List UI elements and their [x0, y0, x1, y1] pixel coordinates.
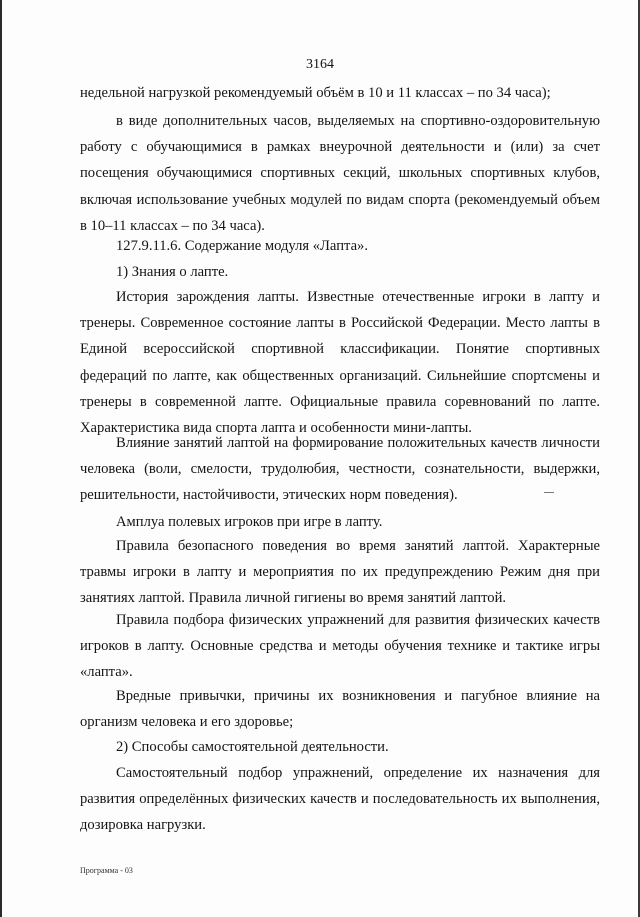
- scan-mark: [544, 492, 554, 493]
- section-heading: 127.9.11.6. Содержание модуля «Лапта».: [116, 238, 368, 254]
- scan-edge-left: [0, 0, 2, 917]
- footer-label: Программа - 03: [80, 866, 133, 875]
- paragraph-6: Правила безопасного поведения во время занятий лаптой. Характерные травмы игроки в лапту и мероприятия по их предупреждению Режим дня при занятиях лаптой. Правила личной гигиены во время занятий лаптой.: [80, 538, 600, 607]
- subsection-heading-2: 2) Способы самостоятельной деятельности.: [116, 739, 389, 755]
- paragraph-4: Влияние занятий лаптой на формирование положительных качеств личности человека (воли, смелости, трудолюбия, честности, сознательности, выдержки, решительности, настойчивости, этических норм поведения).: [80, 435, 600, 504]
- paragraph-3: История зарождения лапты. Известные отечественные игроки в лапту и тренеры. Современное состояние лапты в Российской Федерации. Место лапты в Единой всероссийской спортивной классификации. Понятие спортивных федераций по лапте, как общественных организаций. Сильнейшие спортсмены и тренеры в современной лапте. Официальные правила соревнований по лапте. Характеристика вида спорта лапта и особенности мини-лапты.: [80, 289, 600, 437]
- page-number: 3164: [306, 57, 334, 72]
- paragraph-2: в виде дополнительных часов, выделяемых на спортивно-оздоровительную работу с обучающимися в рамках внеурочной деятельности и (или) за счет посещения обучающимися спортивных секций, школьных спортивных клубов, включая использование учебных модулей по видам спорта (рекомендуемый объем в 10–11 классах – по 34 часа).: [80, 113, 600, 234]
- subsection-heading-1: 1) Знания о лапте.: [116, 264, 229, 280]
- paragraph-9: Самостоятельный подбор упражнений, определение их назначения для развития определённых физических качеств и последовательность их выполнения, дозировка нагрузки.: [80, 765, 600, 834]
- paragraph-1: недельной нагрузкой рекомендуемый объём в 10 и 11 классах – по 34 часа);: [80, 85, 551, 101]
- paragraph-5: Амплуа полевых игроков при игре в лапту.: [116, 514, 383, 530]
- paragraph-7: Правила подбора физических упражнений для развития физических качеств игроков в лапту. Основные средства и методы обучения технике и тактике игры «лапта».: [80, 612, 600, 681]
- paragraph-8: Вредные привычки, причины их возникновения и пагубное влияние на организм человека и его здоровье;: [80, 688, 600, 731]
